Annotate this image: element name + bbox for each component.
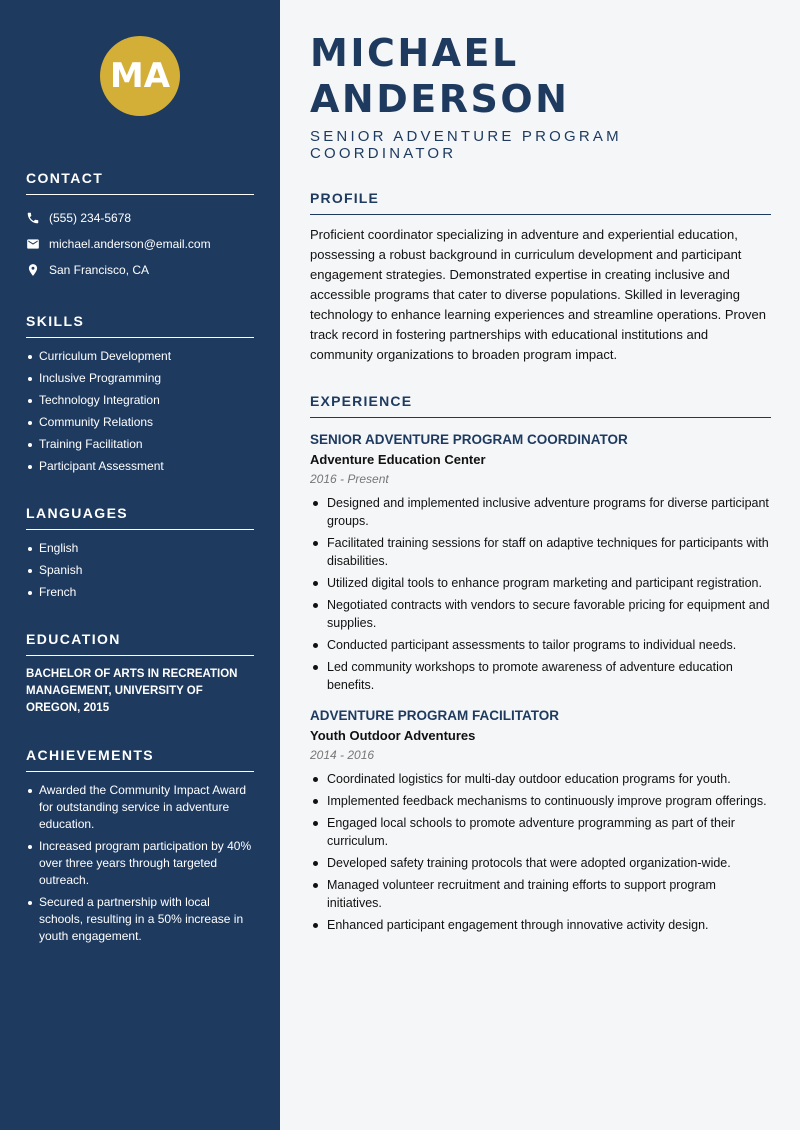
avatar-initials: MA [109,56,171,96]
achievement-item: Awarded the Community Impact Award for outstanding service in adventure education. [26,782,254,833]
contact-heading: CONTACT [26,170,254,195]
job-bullet: Enhanced participant engagement through innovative activity design. [310,916,771,934]
language-item: English [26,540,254,557]
job-bullet: Implemented feedback mechanisms to continuously improve program offerings. [310,792,771,810]
contact-location [26,257,254,283]
contact-email [26,231,254,257]
education-entry: BACHELOR OF ARTS IN RECREATION MANAGEMENT, UNIVERSITY OF OREGON, 2015 [26,668,238,714]
languages-heading: LANGUAGES [26,505,254,530]
job-bullet: Utilized digital tools to enhance program marketing and participant registration. [310,574,771,592]
job-company: Youth Outdoor Adventures [310,728,476,743]
job-bullet: Designed and implemented inclusive adventure programs for diverse participant groups. [310,494,771,530]
job-entry [310,432,771,694]
language-item: French [26,584,254,601]
skills-heading: SKILLS [26,313,254,338]
sidebar [0,0,280,1130]
job-title: ADVENTURE PROGRAM FACILITATOR [310,708,559,723]
education-heading: EDUCATION [26,631,254,656]
skill-item: Participant Assessment [26,458,254,475]
achievements-heading: ACHIEVEMENTS [26,747,254,772]
location-pin-icon [26,263,40,277]
skill-item: Community Relations [26,414,254,431]
skills-list [26,348,254,475]
languages-list [26,540,254,601]
phone-icon [26,211,40,225]
phone-text: (555) 234-5678 [49,211,132,225]
location-text: San Francisco, CA [49,263,150,277]
achievement-item: Increased program participation by 40% over three years through targeted outreach. [26,838,254,889]
job-bullet: Engaged local schools to promote adventure programming as part of their curriculum. [310,814,771,850]
job-bullet: Led community workshops to promote awareness of adventure education benefits. [310,658,771,694]
job-bullet: Developed safety training protocols that were adopted organization-wide. [310,854,771,872]
job-bullet: Managed volunteer recruitment and training efforts to support program initiatives. [310,876,771,912]
contact-section [26,170,254,283]
skill-item: Inclusive Programming [26,370,254,387]
job-bullet: Coordinated logistics for multi-day outdoor education programs for youth. [310,770,771,788]
email-icon [26,237,40,251]
job-dates: 2014 - 2016 [310,748,375,762]
job-company: Adventure Education Center [310,452,486,467]
education-section [26,631,254,717]
job-entry [310,708,771,934]
job-bullet: Negotiated contracts with vendors to secure favorable pricing for equipment and supplies. [310,596,771,632]
profile-text: Proficient coordinator specializing in adventure and experiential education, possessing a robust background in curriculum development and participant engagement strategies. Demonstrated expertise in creating inclusive and accessible programs that cater to diverse populations. Skilled in leveraging technology to enhance learning experiences and streamline operations. Proven track record in fostering partnerships with educational institutions and community organizations to broaden program impact. [310,227,767,362]
achievements-list [26,782,254,945]
job-bullets [310,770,771,934]
achievement-item: Secured a partnership with local schools, resulting in a 50% increase in youth engagement. [26,894,254,945]
main-content [280,0,800,1130]
job-bullets [310,494,771,694]
job-bullet: Facilitated training sessions for staff on adaptive techniques for participants with disabilities. [310,534,771,570]
job-dates: 2016 - Present [310,472,389,486]
candidate-role: SENIOR ADVENTURE PROGRAM COORDINATOR [310,128,622,162]
experience-heading: EXPERIENCE [310,393,771,418]
contact-phone [26,205,254,231]
skill-item: Technology Integration [26,392,254,409]
job-title: SENIOR ADVENTURE PROGRAM COORDINATOR [310,432,628,447]
candidate-name: MICHAEL ANDERSON [310,31,570,121]
skill-item: Curriculum Development [26,348,254,365]
skill-item: Training Facilitation [26,436,254,453]
skills-section [26,313,254,475]
profile-heading: PROFILE [310,190,771,215]
languages-section [26,505,254,601]
language-item: Spanish [26,562,254,579]
achievements-section [26,747,254,945]
email-text: michael.anderson@email.com [49,237,211,251]
avatar [100,36,180,116]
job-bullet: Conducted participant assessments to tailor programs to individual needs. [310,636,771,654]
